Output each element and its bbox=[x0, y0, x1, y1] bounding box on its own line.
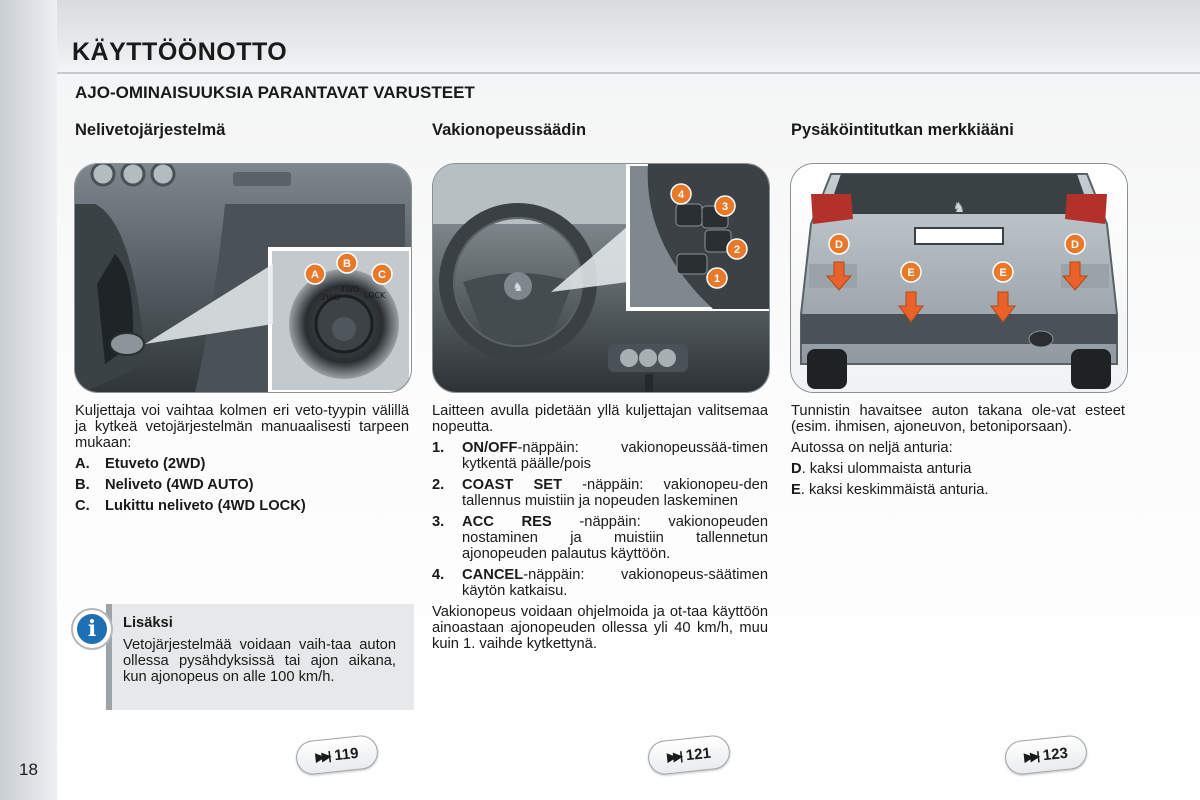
item-text: Lukittu neliveto (4WD LOCK) bbox=[105, 498, 306, 514]
item-text: . kaksi ulommaista anturia bbox=[801, 461, 972, 477]
callout-d-right bbox=[1065, 234, 1085, 254]
list-item bbox=[432, 567, 768, 599]
fast-forward-icon: ▶▶| bbox=[1023, 748, 1038, 765]
list-item bbox=[75, 456, 409, 472]
item-number: 1. bbox=[432, 440, 445, 456]
cruise-text bbox=[432, 403, 768, 657]
callout-e-left bbox=[901, 262, 921, 282]
list-item bbox=[791, 461, 1125, 477]
list-item bbox=[75, 498, 409, 514]
item-text: Neliveto (4WD AUTO) bbox=[105, 477, 254, 493]
svg-text:D: D bbox=[1071, 239, 1079, 251]
page-title: KÄYTTÖÖNOTTO bbox=[72, 38, 288, 66]
parking-text bbox=[791, 403, 1125, 503]
svg-text:B: B bbox=[343, 258, 351, 270]
list-item bbox=[432, 440, 768, 472]
parking-sensors-line: Autossa on neljä anturia: bbox=[791, 440, 953, 456]
page-edge-strip bbox=[0, 0, 57, 800]
item-text: -näppäin: vakionopeussää-timen kytkentä päälle/pois bbox=[462, 440, 768, 472]
svg-text:A: A bbox=[311, 269, 319, 281]
heading-parking: Pysäköintitutkan merkkiääni bbox=[791, 121, 1014, 139]
list-item bbox=[432, 477, 768, 509]
svg-text:2: 2 bbox=[733, 244, 741, 256]
page-ref-number: 121 bbox=[685, 744, 712, 764]
svg-text:D: D bbox=[835, 239, 843, 251]
page-ref-119-link[interactable] bbox=[294, 734, 379, 776]
item-key: ON/OFF bbox=[462, 440, 518, 456]
page-ref-number: 119 bbox=[333, 744, 360, 764]
page-ref-123-link[interactable] bbox=[1003, 734, 1088, 776]
item-key: C. bbox=[75, 498, 90, 514]
dial-label-lock: LOCK bbox=[364, 291, 386, 300]
item-number: 2. bbox=[432, 477, 445, 493]
heading-four-wd: Nelivetojärjestelmä bbox=[75, 121, 226, 139]
callout-b bbox=[337, 253, 357, 273]
item-number: 4. bbox=[432, 567, 445, 583]
callout-3 bbox=[715, 196, 735, 216]
item-text: -näppäin: vakionopeuden nostaminen ja muistiin tallennetun ajonopeuden palautus käyttöön. bbox=[462, 514, 768, 562]
page-ref-number: 123 bbox=[1042, 744, 1069, 764]
header-divider bbox=[57, 72, 1200, 74]
four-wd-text bbox=[75, 403, 409, 519]
svg-text:C: C bbox=[378, 269, 386, 281]
callout-1 bbox=[707, 268, 727, 288]
section-title: AJO-OMINAISUUKSIA PARANTAVAT VARUSTEET bbox=[75, 83, 475, 102]
four-wd-intro: Kuljettaja voi vaihtaa kolmen eri veto-tyypin välillä ja kytkeä vetojärjestelmän manuaalisesti tarpeen mukaan: bbox=[75, 403, 409, 451]
info-title: Lisäksi bbox=[123, 615, 173, 631]
four-wd-illustration bbox=[74, 163, 412, 393]
item-text: -näppäin: vakionopeus-säätimen käytön katkaisu. bbox=[462, 567, 768, 599]
svg-text:3: 3 bbox=[721, 201, 729, 213]
item-key: ACC RES bbox=[462, 514, 552, 530]
page-ref-121-link[interactable] bbox=[646, 734, 731, 776]
list-item bbox=[75, 477, 409, 493]
svg-text:♞: ♞ bbox=[952, 200, 966, 216]
cruise-outro: Vakionopeus voidaan ohjelmoida ja ot-taa käyttöön ainoastaan ajonopeuden ollessa yli 40 km/h, muu kuin 1. vaihde kytkettynä. bbox=[432, 604, 768, 652]
cruise-control-illustration bbox=[432, 163, 770, 393]
dial-label-4wd: 4WD bbox=[340, 285, 360, 294]
list-item bbox=[432, 514, 768, 562]
item-text: Etuveto (2WD) bbox=[105, 456, 206, 472]
callout-2 bbox=[727, 239, 747, 259]
callout-a bbox=[305, 264, 325, 284]
svg-text:E: E bbox=[999, 267, 1007, 279]
dial-label-2wd: 2WD bbox=[321, 293, 341, 302]
callout-e-right bbox=[993, 262, 1013, 282]
callout-c bbox=[372, 264, 392, 284]
svg-text:1: 1 bbox=[713, 273, 721, 285]
item-key: COAST SET bbox=[462, 477, 563, 493]
item-key: CANCEL bbox=[462, 567, 524, 583]
cruise-intro: Laitteen avulla pidetään yllä kuljettajan valitsemaa nopeutta. bbox=[432, 403, 768, 435]
heading-cruise: Vakionopeussäädin bbox=[432, 121, 587, 139]
list-item bbox=[791, 482, 1125, 498]
fast-forward-icon: ▶▶| bbox=[666, 748, 681, 765]
page-number: 18 bbox=[19, 760, 38, 779]
info-icon: i bbox=[71, 608, 113, 650]
parking-sensor-illustration bbox=[790, 163, 1128, 393]
item-key: D bbox=[791, 461, 802, 477]
svg-text:E: E bbox=[907, 267, 915, 279]
info-text: Vetojärjestelmää voidaan vaih-taa auton ollessa pysähdyksissä tai ajon aikana, kun ajonopeus on alle 100 km/h. bbox=[123, 637, 396, 685]
item-key: E bbox=[791, 482, 801, 498]
item-text: -näppäin: vakionopeu-den tallennus muistiin ja nopeuden laskeminen bbox=[462, 477, 768, 509]
svg-text:4: 4 bbox=[677, 189, 685, 201]
item-key: B. bbox=[75, 477, 90, 493]
item-number: 3. bbox=[432, 514, 445, 530]
item-key: A. bbox=[75, 456, 90, 472]
callout-d-left bbox=[829, 234, 849, 254]
parking-intro: Tunnistin havaitsee auton takana ole-vat esteet (esim. ihmisen, ajoneuvon, betoniporsaan). bbox=[791, 403, 1125, 435]
svg-text:♞: ♞ bbox=[512, 280, 524, 294]
callout-4 bbox=[671, 184, 691, 204]
item-text: . kaksi keskimmäistä anturia. bbox=[800, 482, 989, 498]
fast-forward-icon: ▶▶| bbox=[314, 748, 330, 765]
